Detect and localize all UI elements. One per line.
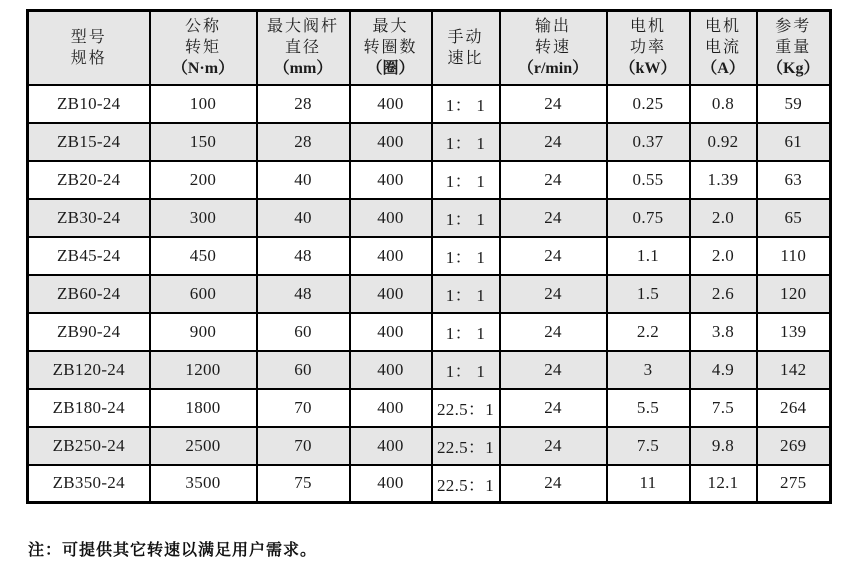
cell-motor-power: 7.5 [607,427,690,465]
cell-model: ZB90-24 [28,313,150,351]
header-line: 最大阀杆 [266,18,339,36]
header-line: 电机 [629,18,666,36]
table-row [28,199,831,237]
cell-weight: 139 [757,313,831,351]
cell-weight: 61 [757,123,831,161]
cell-motor-current: 2.0 [690,237,757,275]
cell-weight: 59 [757,85,831,123]
table-row [28,313,831,351]
cell-model: ZB120-24 [28,351,150,389]
cell-max-turns: 400 [350,161,432,199]
cell-stem-diameter: 28 [257,123,350,161]
cell-output-speed: 24 [500,85,607,123]
header-line: 电机 [704,18,741,36]
cell-stem-diameter: 28 [257,85,350,123]
table-row [28,275,831,313]
cell-stem-diameter: 60 [257,313,350,351]
header-line: 手动 [447,28,484,46]
table-row [28,85,831,123]
cell-manual-ratio: 1： 1 [432,161,500,199]
spec-table [26,9,832,504]
header-row [28,11,831,85]
cell-motor-current: 2.6 [690,275,757,313]
cell-model: ZB30-24 [28,199,150,237]
header-unit: （Kg） [767,60,820,78]
cell-motor-power: 3 [607,351,690,389]
header-unit: （N·m） [171,60,235,78]
cell-manual-ratio: 1： 1 [432,199,500,237]
column-header-model [28,11,150,85]
cell-stem-diameter: 70 [257,389,350,427]
cell-output-speed: 24 [500,237,607,275]
cell-motor-power: 0.25 [607,85,690,123]
cell-manual-ratio: 1： 1 [432,313,500,351]
header-unit: （mm） [273,60,333,78]
cell-weight: 110 [757,237,831,275]
cell-weight: 120 [757,275,831,313]
cell-output-speed: 24 [500,199,607,237]
cell-torque: 600 [150,275,257,313]
cell-motor-power: 1.1 [607,237,690,275]
header-unit: （kW） [619,60,677,78]
cell-motor-current: 0.92 [690,123,757,161]
cell-torque: 200 [150,161,257,199]
header-unit: （A） [701,60,745,78]
cell-motor-current: 12.1 [690,465,757,503]
cell-output-speed: 24 [500,275,607,313]
cell-stem-diameter: 48 [257,275,350,313]
column-header-motor-power [607,11,690,85]
column-header-output-speed [500,11,607,85]
header-line: 型号 [70,28,107,46]
column-header-torque [150,11,257,85]
header-line: 重量 [775,39,812,57]
cell-manual-ratio: 1： 1 [432,85,500,123]
cell-max-turns: 400 [350,351,432,389]
cell-torque: 3500 [150,465,257,503]
cell-output-speed: 24 [500,123,607,161]
cell-max-turns: 400 [350,123,432,161]
column-header-motor-current [690,11,757,85]
cell-motor-power: 0.37 [607,123,690,161]
cell-model: ZB10-24 [28,85,150,123]
header-line: 速比 [447,49,484,67]
cell-max-turns: 400 [350,85,432,123]
header-line: 公称 [184,18,221,36]
header-line: 最大 [372,18,409,36]
cell-motor-power: 1.5 [607,275,690,313]
table-row [28,161,831,199]
cell-manual-ratio: 22.5：1 [432,427,500,465]
cell-model: ZB45-24 [28,237,150,275]
cell-motor-current: 4.9 [690,351,757,389]
cell-output-speed: 24 [500,351,607,389]
header-line: 输出 [534,18,571,36]
cell-max-turns: 400 [350,275,432,313]
column-header-weight [757,11,831,85]
cell-stem-diameter: 48 [257,237,350,275]
cell-motor-current: 0.8 [690,85,757,123]
cell-manual-ratio: 1： 1 [432,275,500,313]
cell-weight: 264 [757,389,831,427]
cell-motor-power: 11 [607,465,690,503]
cell-manual-ratio: 22.5：1 [432,389,500,427]
table-row [28,427,831,465]
header-line: 功率 [629,39,666,57]
column-header-stem-diameter [257,11,350,85]
cell-motor-current: 2.0 [690,199,757,237]
cell-motor-current: 9.8 [690,427,757,465]
cell-torque: 450 [150,237,257,275]
table-row [28,465,831,503]
header-line: 规格 [70,49,107,67]
cell-max-turns: 400 [350,465,432,503]
cell-max-turns: 400 [350,389,432,427]
table-row [28,237,831,275]
cell-manual-ratio: 1： 1 [432,351,500,389]
cell-output-speed: 24 [500,313,607,351]
cell-output-speed: 24 [500,161,607,199]
cell-stem-diameter: 60 [257,351,350,389]
cell-stem-diameter: 40 [257,199,350,237]
header-unit: （圈） [366,60,415,78]
table-row [28,389,831,427]
cell-stem-diameter: 40 [257,161,350,199]
cell-motor-current: 3.8 [690,313,757,351]
cell-motor-power: 0.75 [607,199,690,237]
cell-model: ZB350-24 [28,465,150,503]
cell-stem-diameter: 75 [257,465,350,503]
cell-torque: 150 [150,123,257,161]
cell-max-turns: 400 [350,199,432,237]
cell-motor-power: 0.55 [607,161,690,199]
cell-motor-power: 5.5 [607,389,690,427]
cell-manual-ratio: 22.5：1 [432,465,500,503]
header-line: 电流 [704,39,741,57]
cell-output-speed: 24 [500,427,607,465]
header-line: 参考 [775,18,812,36]
cell-torque: 300 [150,199,257,237]
cell-stem-diameter: 70 [257,427,350,465]
cell-output-speed: 24 [500,465,607,503]
cell-torque: 1800 [150,389,257,427]
cell-motor-current: 7.5 [690,389,757,427]
cell-weight: 142 [757,351,831,389]
table-row [28,351,831,389]
column-header-manual-ratio [432,11,500,85]
header-line: 直径 [284,39,321,57]
cell-model: ZB250-24 [28,427,150,465]
header-line: 转圈数 [363,39,418,57]
cell-weight: 65 [757,199,831,237]
header-line: 转速 [534,39,571,57]
cell-weight: 63 [757,161,831,199]
table-row [28,123,831,161]
header-unit: （r/min） [517,60,589,78]
cell-model: ZB180-24 [28,389,150,427]
cell-max-turns: 400 [350,237,432,275]
cell-torque: 900 [150,313,257,351]
cell-torque: 100 [150,85,257,123]
cell-motor-current: 1.39 [690,161,757,199]
footnote: 注：可提供其它转速以满足用户需求。 [28,542,318,559]
cell-torque: 2500 [150,427,257,465]
cell-max-turns: 400 [350,313,432,351]
header-line: 转矩 [184,39,221,57]
cell-torque: 1200 [150,351,257,389]
cell-weight: 269 [757,427,831,465]
cell-manual-ratio: 1： 1 [432,237,500,275]
cell-model: ZB20-24 [28,161,150,199]
cell-max-turns: 400 [350,427,432,465]
column-header-max-turns [350,11,432,85]
cell-weight: 275 [757,465,831,503]
cell-output-speed: 24 [500,389,607,427]
cell-motor-power: 2.2 [607,313,690,351]
cell-manual-ratio: 1： 1 [432,123,500,161]
cell-model: ZB15-24 [28,123,150,161]
cell-model: ZB60-24 [28,275,150,313]
